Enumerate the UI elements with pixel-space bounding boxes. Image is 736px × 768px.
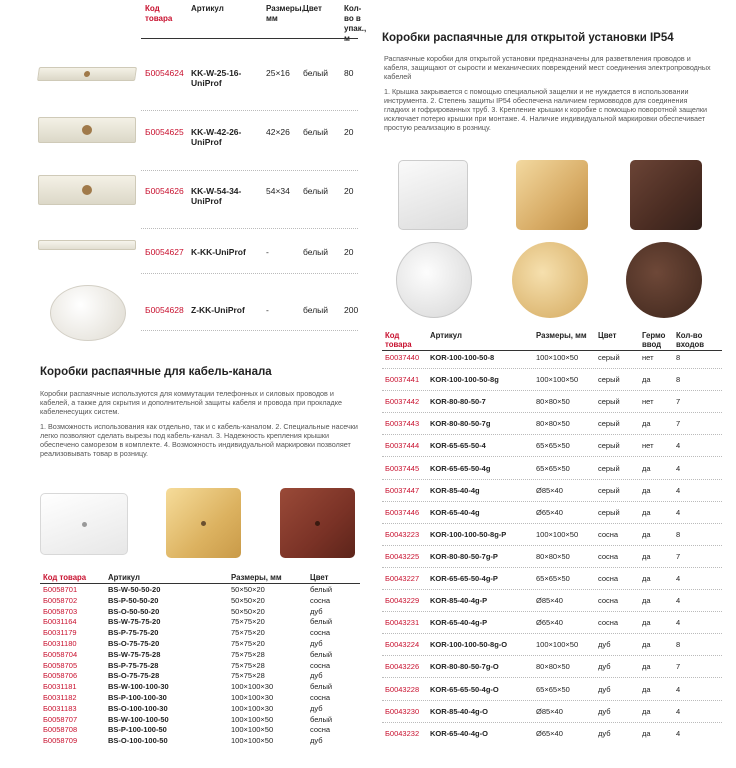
cell-article: KOR-85-40-4g-P: [430, 596, 488, 606]
cell-article: BS-P-100-100-50: [108, 725, 167, 735]
cell-color: белый: [310, 649, 333, 659]
cell-inputs: 4: [676, 507, 681, 517]
cell-code: Б0043227: [385, 574, 420, 583]
cell-seal: да: [642, 706, 651, 716]
cell-code: Б0043224: [385, 640, 420, 650]
cell-size: 65×65×50: [536, 441, 570, 451]
right-section-features: 1. Крышка закрывается с помощью специальной защелки и не нуждается в использовании инструмента. 2. Степень защиты IP54 обеспечена наличием гермовводов для соединения гладких и гофрированных труб. 3. Крепление крышки к коробке с помощью поворотной защелки исключает потерю крышки при монтаже. 4. Наличие индивидуальной маркировки обеспечивает простую реализацию в розницу.: [384, 87, 708, 132]
cell-code: Б0037446: [385, 507, 420, 517]
row-separator: [141, 110, 358, 111]
top-col-color: Цвет: [303, 4, 322, 13]
cell-code: Б0043223: [385, 529, 420, 539]
cell-article: BS-O-50-50-20: [108, 606, 160, 616]
right-col-inputs: Кол-во входов: [676, 331, 705, 349]
cell-qty: 200: [344, 305, 359, 315]
row-separator: [141, 170, 358, 171]
table-row: [40, 607, 340, 617]
cell-article: BS-P-75-75-28: [108, 660, 159, 670]
cell-seal: нет: [642, 397, 654, 407]
table-row: [382, 530, 722, 552]
cell-code: Б0043228: [385, 684, 420, 694]
cell-size: 75×75×28: [231, 671, 265, 681]
cell-article: BS-W-100-100-30: [108, 682, 169, 692]
cell-color: дуб: [598, 728, 611, 738]
table-row: [382, 397, 722, 419]
cell-size: Ø65×40: [536, 618, 563, 628]
cell-article: KOR-65-65-50-4: [430, 441, 486, 451]
cell-article: KK-W-42-26-UniProf: [191, 127, 242, 147]
left-col-code: Код товара: [43, 573, 87, 582]
cell-color: сосна: [310, 693, 331, 702]
row-separator: [141, 228, 358, 229]
oak-round-box-image: [626, 242, 702, 318]
cell-inputs: 4: [676, 441, 681, 451]
cell-size: 50×50×20: [231, 585, 265, 594]
table-row: [40, 585, 340, 595]
cell-inputs: 7: [676, 551, 681, 561]
right-section-title: Коробки распаячные для открытой установки IP54: [382, 32, 674, 44]
cell-color: сосна: [598, 596, 619, 606]
cell-color: сосна: [310, 660, 331, 670]
cell-seal: да: [642, 684, 651, 694]
table-row: [382, 574, 722, 596]
cell-article: KOR-80-80-50-7g-O: [430, 662, 499, 672]
table-row: [382, 618, 722, 640]
cell-color: белый: [303, 127, 329, 137]
table-row: [40, 661, 340, 671]
cell-size: 42×26: [266, 127, 290, 137]
cell-color: белый: [303, 305, 329, 315]
cell-article: KOR-65-65-50-4g: [430, 463, 491, 473]
cell-code: Б0031182: [43, 693, 77, 702]
cell-seal: да: [642, 596, 651, 606]
table-row: [382, 552, 722, 574]
cell-article: KOR-80-80-50-7g: [430, 419, 491, 429]
row-separator: [382, 655, 722, 656]
cell-seal: да: [642, 551, 651, 561]
cell-seal: нет: [642, 441, 654, 451]
cell-inputs: 8: [676, 640, 681, 650]
cell-code: Б0054625: [145, 127, 184, 137]
grey-round-box-image: [396, 242, 472, 318]
row-separator: [382, 368, 722, 369]
row-separator: [382, 456, 722, 457]
cell-size: 100×100×30: [231, 693, 274, 702]
cell-size: Ø65×40: [536, 728, 563, 738]
table-row: [382, 707, 722, 729]
top-col-qty: Кол-во в упак.,: [344, 4, 367, 33]
cell-size: 100×100×30: [231, 703, 274, 713]
cell-color: сосна: [598, 551, 619, 561]
row-separator: [382, 390, 722, 391]
row-separator: [382, 523, 722, 524]
cell-code: Б0058706: [43, 671, 78, 681]
cell-size: 65×65×50: [536, 463, 570, 473]
cell-size: 100×100×50: [536, 529, 579, 539]
right-section-intro: Распаячные коробки для открытой установки предназначены для разветвления проводов и кабеля, защищают от сырости и механических повреждений мест соединения электропроводных кабелей: [384, 54, 711, 81]
cell-qty: 20: [344, 247, 354, 257]
cell-article: KOR-65-65-50-4g-O: [430, 684, 499, 694]
row-separator: [382, 611, 722, 612]
cell-color: сосна: [598, 574, 619, 583]
cell-code: Б0031179: [43, 628, 77, 638]
cell-article: BS-W-75-75-20: [108, 617, 161, 627]
cell-article: KK-W-25-16-UniProf: [191, 68, 242, 88]
table-row: [382, 486, 722, 508]
table-row: [40, 704, 340, 714]
top-col-size: Размеры, мм: [266, 4, 304, 23]
cell-inputs: 7: [676, 397, 681, 407]
left-section-features: 1. Возможность использования как отдельно, так и с кабель-каналом. 2. Специальные насечки легко позволяют сделать вырезы под кабель-канал. 3. Надежность крепления крышки обеспечено саморезом в комплекте. 4. Возможность индивидуальной маркировки позволяет реализовывать товар в розницу.: [40, 422, 358, 458]
table-row: [382, 685, 722, 707]
cell-inputs: 4: [676, 485, 681, 495]
left-section-title: Коробки распаячные для кабель-канала: [40, 366, 272, 378]
cell-size: Ø85×40: [536, 596, 563, 606]
cell-size: 100×100×50: [536, 640, 579, 650]
cell-color: дуб: [598, 684, 611, 694]
cell-color: серый: [598, 419, 620, 429]
cell-color: серый: [598, 463, 620, 473]
cell-color: белый: [310, 617, 333, 627]
cable-channel-54-34-image: [38, 175, 136, 205]
cell-code: Б0037442: [385, 397, 420, 407]
left-col-color: Цвет: [310, 573, 329, 582]
right-col-code: Код товара: [385, 331, 412, 349]
cell-article: KOR-85-40-4g: [430, 485, 480, 495]
cell-size: 75×75×28: [231, 660, 265, 670]
cell-code: Б0054627: [145, 247, 184, 257]
left-col-size: Размеры, мм: [231, 573, 282, 582]
cell-inputs: 4: [676, 463, 681, 473]
table-row: [382, 508, 722, 530]
top-col-article: Артикул: [191, 4, 224, 13]
cell-seal: да: [642, 728, 651, 738]
cell-article: KOR-65-40-4g-P: [430, 618, 488, 628]
cable-channel-42-26-image: [38, 117, 136, 143]
table-row: [382, 729, 722, 751]
cell-size: 65×65×50: [536, 574, 570, 583]
cell-color: сосна: [310, 595, 331, 605]
left-section-intro: Коробки распаячные используются для коммутации телефонных и силовых проводов и кабелей, а также для скрытия и дополнительной защиты кабеля и провода при прокладке кабеленесущих систем.: [40, 389, 342, 416]
cell-seal: да: [642, 507, 651, 517]
cell-size: 75×75×28: [231, 649, 265, 659]
cell-size: Ø85×40: [536, 485, 563, 495]
top-table-header-rule: [141, 38, 358, 39]
cell-size: 100×100×50: [231, 714, 274, 724]
cell-inputs: 4: [676, 706, 681, 716]
table-row: [382, 353, 722, 375]
cell-article: KOR-100-100-50-8g: [430, 375, 499, 385]
cell-code: Б0037445: [385, 463, 420, 473]
table-row: [40, 596, 340, 606]
cell-size: 80×80×50: [536, 419, 570, 429]
right-table-header-rule: [382, 350, 722, 351]
table-row: [382, 441, 722, 463]
cell-color: дуб: [598, 662, 611, 672]
cell-article: KOR-80-80-50-7g-P: [430, 551, 498, 561]
cell-color: белый: [310, 682, 333, 692]
cell-code: Б0058705: [43, 660, 78, 670]
cell-code: Б0037443: [385, 419, 420, 429]
cell-inputs: 8: [676, 353, 681, 362]
cell-color: серый: [598, 375, 620, 385]
cell-seal: да: [642, 574, 651, 583]
cell-size: Ø85×40: [536, 706, 563, 716]
cell-seal: да: [642, 662, 651, 672]
cell-color: белый: [303, 68, 329, 78]
row-separator: [382, 545, 722, 546]
cell-seal: да: [642, 463, 651, 473]
cell-seal: да: [642, 375, 651, 385]
cell-code: Б0031180: [43, 639, 77, 648]
cell-size: -: [266, 305, 269, 315]
cell-size: 100×100×50: [536, 375, 579, 385]
cell-code: Б0043230: [385, 706, 420, 716]
cell-article: BS-O-100-100-30: [108, 703, 168, 713]
table-row: [382, 596, 722, 618]
cell-article: K-KK-UniProf: [191, 247, 246, 257]
cell-color: дуб: [598, 640, 611, 650]
cell-color: белый: [303, 186, 329, 196]
cell-article: BS-W-50-50-20: [108, 585, 161, 594]
cell-article: KOR-80-80-50-7: [430, 397, 486, 407]
cell-color: дуб: [310, 736, 323, 746]
cell-code: Б0043225: [385, 551, 420, 561]
cell-color: дуб: [310, 703, 323, 713]
table-row: [40, 693, 340, 703]
cell-article: BS-P-50-50-20: [108, 595, 159, 605]
cell-seal: да: [642, 529, 651, 539]
cell-code: Б0043231: [385, 618, 420, 628]
row-separator: [141, 330, 358, 331]
white-box-image: [40, 493, 128, 555]
cell-inputs: 7: [676, 419, 681, 429]
cell-size: 80×80×50: [536, 662, 570, 672]
cell-article: BS-W-75-75-28: [108, 649, 161, 659]
cell-article: KOR-100-100-50-8g-P: [430, 529, 507, 539]
row-separator: [382, 479, 722, 480]
cell-size: 54×34: [266, 186, 290, 196]
cell-size: 25×16: [266, 68, 290, 78]
table-row: [40, 671, 340, 681]
cell-code: Б0058707: [43, 714, 78, 724]
table-row: [382, 375, 722, 397]
cell-color: серый: [598, 441, 620, 451]
table-row: [382, 419, 722, 441]
cell-size: -: [266, 247, 269, 257]
cable-channel-25-16-image: [37, 67, 137, 81]
cell-size: 50×50×20: [231, 606, 265, 616]
left-table-header-rule: [40, 583, 360, 584]
cell-article: KOR-65-40-4g: [430, 507, 480, 517]
oak-box-image: [280, 488, 355, 558]
table-row: [40, 736, 340, 746]
cell-code: Б0058702: [43, 595, 78, 605]
cell-seal: нет: [642, 353, 654, 362]
cell-color: дуб: [310, 606, 323, 616]
table-row: [40, 639, 340, 649]
cell-article: KOR-65-40-4g-O: [430, 728, 488, 738]
table-row: [40, 682, 340, 692]
cell-color: белый: [310, 714, 333, 724]
right-col-article: Артикул: [430, 331, 462, 340]
cell-article: BS-O-100-100-50: [108, 736, 168, 746]
cell-code: Б0037441: [385, 375, 420, 385]
table-row: [40, 617, 340, 627]
cell-article: KK-W-54-34-UniProf: [191, 186, 242, 206]
cell-code: Б0054624: [145, 68, 184, 78]
cell-qty: 20: [344, 186, 354, 196]
row-separator: [382, 567, 722, 568]
cell-article: BS-W-100-100-50: [108, 714, 169, 724]
channel-cover-image: [38, 240, 136, 250]
cell-color: серый: [598, 507, 620, 517]
cell-article: KOR-65-65-50-4g-P: [430, 574, 498, 583]
cell-code: Б0043226: [385, 662, 420, 672]
cell-article: BS-O-75-75-20: [108, 639, 160, 648]
cell-color: дуб: [310, 639, 323, 648]
cell-inputs: 4: [676, 574, 681, 583]
cell-seal: да: [642, 485, 651, 495]
cell-color: сосна: [598, 618, 619, 628]
cell-seal: да: [642, 419, 651, 429]
cell-color: серый: [598, 353, 620, 362]
end-cap-image: [50, 285, 126, 341]
row-separator: [141, 273, 358, 274]
table-row: [40, 715, 340, 725]
cell-inputs: 8: [676, 375, 681, 385]
cell-inputs: 4: [676, 728, 681, 738]
right-col-color: Цвет: [598, 331, 617, 340]
cell-code: Б0031181: [43, 682, 77, 692]
table-row: [382, 662, 722, 684]
row-separator: [382, 434, 722, 435]
cell-inputs: 4: [676, 684, 681, 694]
cell-color: серый: [598, 397, 620, 407]
cell-article: Z-KK-UniProf: [191, 305, 245, 315]
cell-inputs: 4: [676, 596, 681, 606]
cell-code: Б0037447: [385, 485, 420, 495]
cell-article: BS-P-75-75-20: [108, 628, 159, 638]
right-col-seal: Гермо ввод: [642, 331, 666, 349]
row-separator: [382, 677, 722, 678]
table-row: [382, 464, 722, 486]
cell-inputs: 4: [676, 618, 681, 628]
cell-size: 65×65×50: [536, 684, 570, 694]
cell-color: сосна: [310, 628, 331, 638]
cell-size: 75×75×20: [231, 617, 265, 627]
cell-qty: 80: [344, 68, 354, 78]
cell-article: BS-P-100-100-30: [108, 693, 167, 702]
row-separator: [382, 700, 722, 701]
table-row: [40, 650, 340, 660]
cell-qty: 20: [344, 127, 354, 137]
cell-color: дуб: [310, 671, 323, 681]
cell-code: Б0058708: [43, 725, 78, 735]
cell-code: Б0058701: [43, 585, 78, 594]
cell-inputs: 7: [676, 662, 681, 672]
cell-code: Б0054628: [145, 305, 184, 315]
cell-code: Б0043229: [385, 596, 420, 606]
cell-color: серый: [598, 485, 620, 495]
cell-size: Ø65×40: [536, 507, 563, 517]
cell-code: Б0031164: [43, 617, 77, 627]
cell-article: KOR-85-40-4g-O: [430, 706, 488, 716]
cell-code: Б0037444: [385, 441, 420, 451]
row-separator: [382, 501, 722, 502]
cell-color: белый: [310, 585, 333, 594]
cell-seal: да: [642, 640, 651, 650]
cell-size: 100×100×30: [231, 682, 274, 692]
cell-inputs: 8: [676, 529, 681, 539]
cell-seal: да: [642, 618, 651, 628]
table-row: [40, 628, 340, 638]
cell-size: 100×100×50: [231, 736, 274, 746]
cell-size: 75×75×20: [231, 639, 265, 648]
cell-color: сосна: [598, 529, 619, 539]
row-separator: [382, 722, 722, 723]
table-row: [382, 640, 722, 662]
right-col-size: Размеры, мм: [536, 331, 587, 340]
cell-size: 80×80×50: [536, 551, 570, 561]
cell-code: Б0054626: [145, 186, 184, 196]
cell-code: Б0037440: [385, 353, 420, 362]
cell-size: 100×100×50: [231, 725, 274, 735]
grey-square-box-image: [398, 160, 468, 230]
cell-size: 100×100×50: [536, 353, 579, 362]
row-separator: [382, 412, 722, 413]
cell-color: сосна: [310, 725, 331, 735]
cell-article: BS-O-75-75-28: [108, 671, 160, 681]
cell-article: KOR-100-100-50-8: [430, 353, 495, 362]
cell-color: дуб: [598, 706, 611, 716]
table-row: [40, 725, 340, 735]
cell-code: Б0058703: [43, 606, 78, 616]
cell-size: 50×50×20: [231, 595, 265, 605]
pine-round-box-image: [512, 242, 588, 318]
cell-code: Б0031183: [43, 703, 77, 713]
cell-code: Б0043232: [385, 728, 420, 738]
cell-size: 80×80×50: [536, 397, 570, 407]
cell-color: белый: [303, 247, 329, 257]
row-separator: [382, 633, 722, 634]
cell-code: Б0058709: [43, 736, 78, 746]
cell-article: KOR-100-100-50-8g-O: [430, 640, 508, 650]
cell-size: 75×75×20: [231, 628, 265, 638]
cell-code: Б0058704: [43, 649, 78, 659]
top-col-code: Код товара: [145, 4, 173, 23]
left-col-article: Артикул: [108, 573, 140, 582]
oak-square-box-image: [630, 160, 702, 230]
row-separator: [382, 589, 722, 590]
pine-square-box-image: [516, 160, 588, 230]
pine-box-image: [166, 488, 241, 558]
